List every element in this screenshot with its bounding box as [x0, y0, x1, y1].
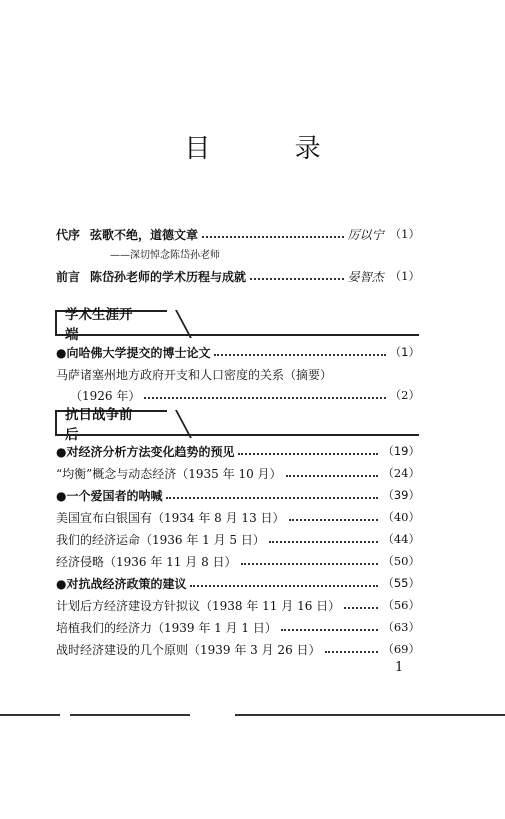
- toc-entry[interactable]: [56, 364, 420, 384]
- toc-entry[interactable]: [56, 639, 420, 659]
- entry-label: 代序: [56, 227, 81, 242]
- leader-dots: [238, 453, 378, 455]
- entry-page: （56）: [382, 598, 420, 612]
- leader-dots: [190, 585, 378, 587]
- toc-entry[interactable]: [70, 385, 420, 405]
- leader-dots: [269, 541, 378, 543]
- entry-page: （1）: [389, 269, 420, 283]
- entry-text: ●一个爱国者的呐喊: [56, 488, 163, 503]
- toc-entry[interactable]: [56, 463, 420, 483]
- entry-page: （55）: [382, 576, 420, 590]
- entry-subtitle: ——深切悼念陈岱孙老师: [110, 250, 220, 261]
- entry-page: （24）: [382, 466, 420, 480]
- leader-dots: [344, 607, 378, 609]
- toc-entry-foreword[interactable]: [56, 224, 420, 244]
- entry-text: ●对经济分析方法变化趋势的预见: [56, 444, 235, 459]
- entry-author: 晏智杰: [347, 269, 384, 284]
- toc-entry[interactable]: [56, 529, 420, 549]
- entry-text: 我们的经济运命（1936 年 1 月 5 日）: [56, 532, 265, 547]
- leader-dots: [286, 475, 379, 477]
- entry-page: （63）: [382, 620, 420, 634]
- page-title: 目 录: [184, 134, 359, 164]
- entry-text: 培植我们的经济力（1939 年 1 月 1 日）: [56, 620, 277, 635]
- entry-page: （40）: [382, 510, 420, 524]
- entry-author: 厉以宁: [347, 227, 384, 242]
- section-underline: [55, 334, 419, 336]
- toc-entry[interactable]: [56, 551, 420, 571]
- leader-dots: [214, 354, 385, 356]
- toc-entry[interactable]: [56, 617, 420, 637]
- entry-text: 马萨诸塞州地方政府开支和人口密度的关系（摘要）: [56, 367, 333, 382]
- leader-dots: [325, 651, 379, 653]
- page-number: 1: [395, 660, 404, 675]
- entry-page: （50）: [382, 554, 420, 568]
- leader-dots: [281, 629, 378, 631]
- section-title: 抗日战争前后: [65, 407, 133, 443]
- section-header-anti-japanese-war: [55, 407, 167, 443]
- entry-page: （19）: [382, 444, 420, 458]
- leader-dots: [144, 397, 385, 399]
- entry-page: （39）: [382, 488, 420, 502]
- entry-text: （1926 年）: [70, 388, 141, 403]
- entry-text: 经济侵略（1936 年 11 月 8 日）: [56, 554, 237, 569]
- leader-dots: [241, 563, 379, 565]
- leader-dots: [166, 497, 378, 499]
- leader-dots: [250, 278, 344, 280]
- divider: [70, 714, 190, 716]
- section-title: 学术生涯开端: [65, 307, 133, 343]
- toc-entry-preface[interactable]: [56, 266, 420, 286]
- toc-entry[interactable]: [56, 441, 420, 461]
- section-underline: [55, 434, 419, 436]
- entry-text: 战时经济建设的几个原则（1939 年 3 月 26 日）: [56, 642, 321, 657]
- divider: [0, 714, 60, 716]
- toc-entry[interactable]: [56, 595, 420, 615]
- toc-entry[interactable]: [56, 507, 420, 527]
- entry-page: （69）: [382, 642, 420, 656]
- entry-text: 美国宣布白银国有（1934 年 8 月 13 日）: [56, 510, 285, 525]
- toc-entry[interactable]: [56, 485, 420, 505]
- entry-page: （2）: [389, 388, 420, 402]
- entry-text: “均衡”概念与动态经济（1935 年 10 月）: [56, 466, 282, 481]
- entry-page: （44）: [382, 532, 420, 546]
- divider: [235, 714, 505, 716]
- entry-text: 弦歌不绝，道德文章: [90, 227, 199, 242]
- entry-text: ●对抗战经济政策的建议: [56, 576, 187, 591]
- entry-page: （1）: [389, 345, 420, 359]
- toc-entry[interactable]: [56, 342, 420, 362]
- leader-dots: [289, 519, 379, 521]
- entry-page: （1）: [389, 227, 420, 241]
- entry-label: 前言: [56, 269, 81, 284]
- section-header-academic-start: [55, 307, 167, 343]
- entry-text: 计划后方经济建设方针拟议（1938 年 11 月 16 日）: [56, 598, 341, 613]
- entry-text: ●向哈佛大学提交的博士论文: [56, 345, 211, 360]
- toc-entry[interactable]: [56, 573, 420, 593]
- entry-text: 陈岱孙老师的学术历程与成就: [90, 269, 247, 284]
- leader-dots: [202, 236, 344, 238]
